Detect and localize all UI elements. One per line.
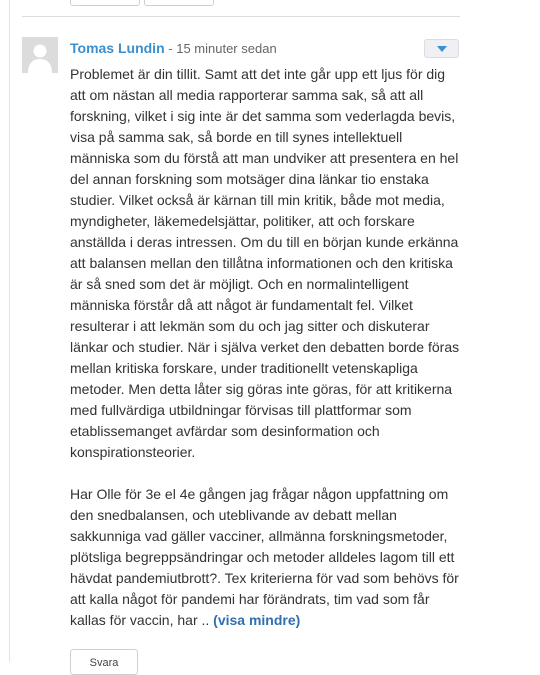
author-name[interactable]: Tomas Lundin	[70, 40, 165, 56]
show-less-link[interactable]: (visa mindre)	[213, 612, 301, 628]
default-user-avatar-icon	[22, 37, 58, 73]
avatar	[22, 37, 58, 73]
meta-separator: -	[168, 41, 173, 56]
previous-comment-button[interactable]	[70, 0, 140, 6]
thread-rule	[9, 0, 10, 662]
comment-paragraph-1: Problemet är din tillit. Samt att det inte går upp ett ljus för dig att om nästan all media rapporterar samma sak, så att all forskning, vilket i sig inte är det samma som vederlagda bevis, visa på samma sak, så borde en till synes intellektuell människa som du förstå att man undviker att presentera en hel del annan forskning som motsäger dina länkar tio enstaka studier. Vilket också är kärnan till min kritik, både mot media, myndigheter, läkemedelsjättar, politiker, att och forskare anställda i deras intressen. Om du till en början kunde erkänna att balansen mellan den tillåtna informationen och den kritiska är så sned som det är möjligt. Och en normalintelligent människa förstår då att något är fundamentalt fel. Vilket resulterar i att lekmän som du och jag sitter och diskuterar länkar och studier. När i själva verket den debatten borde föras mellan kritiska forskare, under traditionellt vetenskapliga metoder. Men detta låter sig göras inte göras, för att kritikerna med fullvärdiga utbildningar förvisas till plattformar som etablissemanget avfärdar som desinformation och konspirationsteorier.	[70, 66, 460, 460]
comment-menu-button[interactable]	[424, 39, 459, 58]
caret-down-icon	[437, 46, 447, 52]
reply-button[interactable]: Svara	[70, 649, 138, 675]
previous-comment-button-2[interactable]	[144, 0, 214, 6]
comment-meta	[70, 40, 277, 57]
comment-paragraph-2	[70, 484, 462, 631]
comment-divider	[22, 16, 460, 17]
truncation-ellipsis: ..	[201, 612, 210, 628]
comment-paragraph-2-text: Har Olle för 3e el 4e gången jag frågar någon uppfattning om den snedbalansen, och uteblivande av debatt mellan sakkunniga vad gäller vacciner, allmänna forskningsmetoder, plötsliga begreppsändringar och metoder alldeles lagom till ett hävdat pandemiutbrott?. Tex kriterierna för vad som behövs för att kalla något för pandemi har förändrats, tim vad som får kallas för vaccin, har	[70, 486, 459, 628]
timestamp: 15 minuter sedan	[176, 41, 277, 56]
comment-body	[70, 64, 462, 631]
